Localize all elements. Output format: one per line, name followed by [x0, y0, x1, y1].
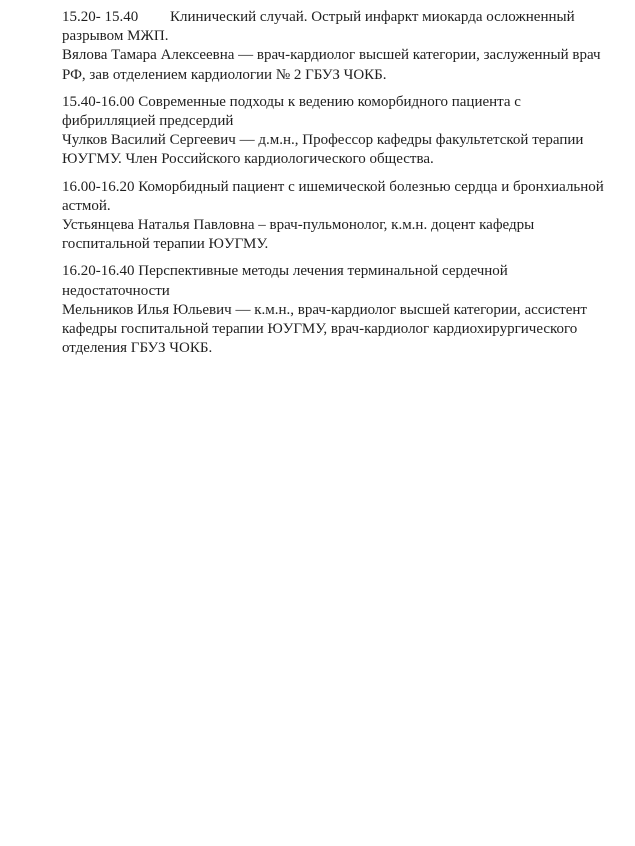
speaker-line: Мельников Илья Юльевич — к.м.н., врач-кардиолог высшей категории, ассистент — [62, 301, 587, 318]
program-item-3 — [62, 178, 635, 255]
speaker-line: Вялова Тамара Алексеевна — врач-кардиолог высшей категории, заслуженный врач — [62, 47, 601, 64]
speaker-line: РФ, зав отделением кардиологии № 2 ГБУЗ ЧОКБ. — [62, 66, 387, 83]
session-title: 15.40-16.00 Современные подходы к ведению коморбидного пациента с — [62, 93, 521, 110]
speaker-line: Чулков Василий Сергеевич — д.м.н., Профессор кафедры факультетской терапии — [62, 132, 584, 149]
program-line: разрывом МЖП. — [62, 28, 169, 45]
program-item-1 — [62, 8, 635, 85]
speaker-line: кафедры госпитальной терапии ЮУГМУ, врач-кардиолог кардиохирургического — [62, 321, 578, 338]
program-line: фибрилляцией предсердий — [62, 113, 234, 130]
program-line: недостаточности — [62, 282, 170, 299]
speaker-line: госпитальной терапии ЮУГМУ. — [62, 236, 269, 253]
program-item-2 — [62, 93, 635, 170]
session-title: 16.20-16.40 Перспективные методы лечения терминальной сердечной — [62, 263, 508, 280]
program-line — [62, 8, 635, 27]
speaker-line: отделения ГБУЗ ЧОКБ. — [62, 340, 213, 357]
session-title: Клинический случай. Острый инфаркт миокарда осложненный — [170, 9, 575, 25]
speaker-line: ЮУГМУ. Член Российского кардиологического общества. — [62, 151, 434, 168]
program-item-4 — [62, 262, 635, 358]
program-line: астмой. — [62, 197, 111, 214]
speaker-line: Устьянцева Наталья Павловна – врач-пульмонолог, к.м.н. доцент кафедры — [62, 217, 535, 234]
session-title: 16.00-16.20 Коморбидный пациент с ишемической болезнью сердца и бронхиальной — [62, 178, 604, 195]
session-time: 15.20- 15.40 — [62, 9, 139, 25]
